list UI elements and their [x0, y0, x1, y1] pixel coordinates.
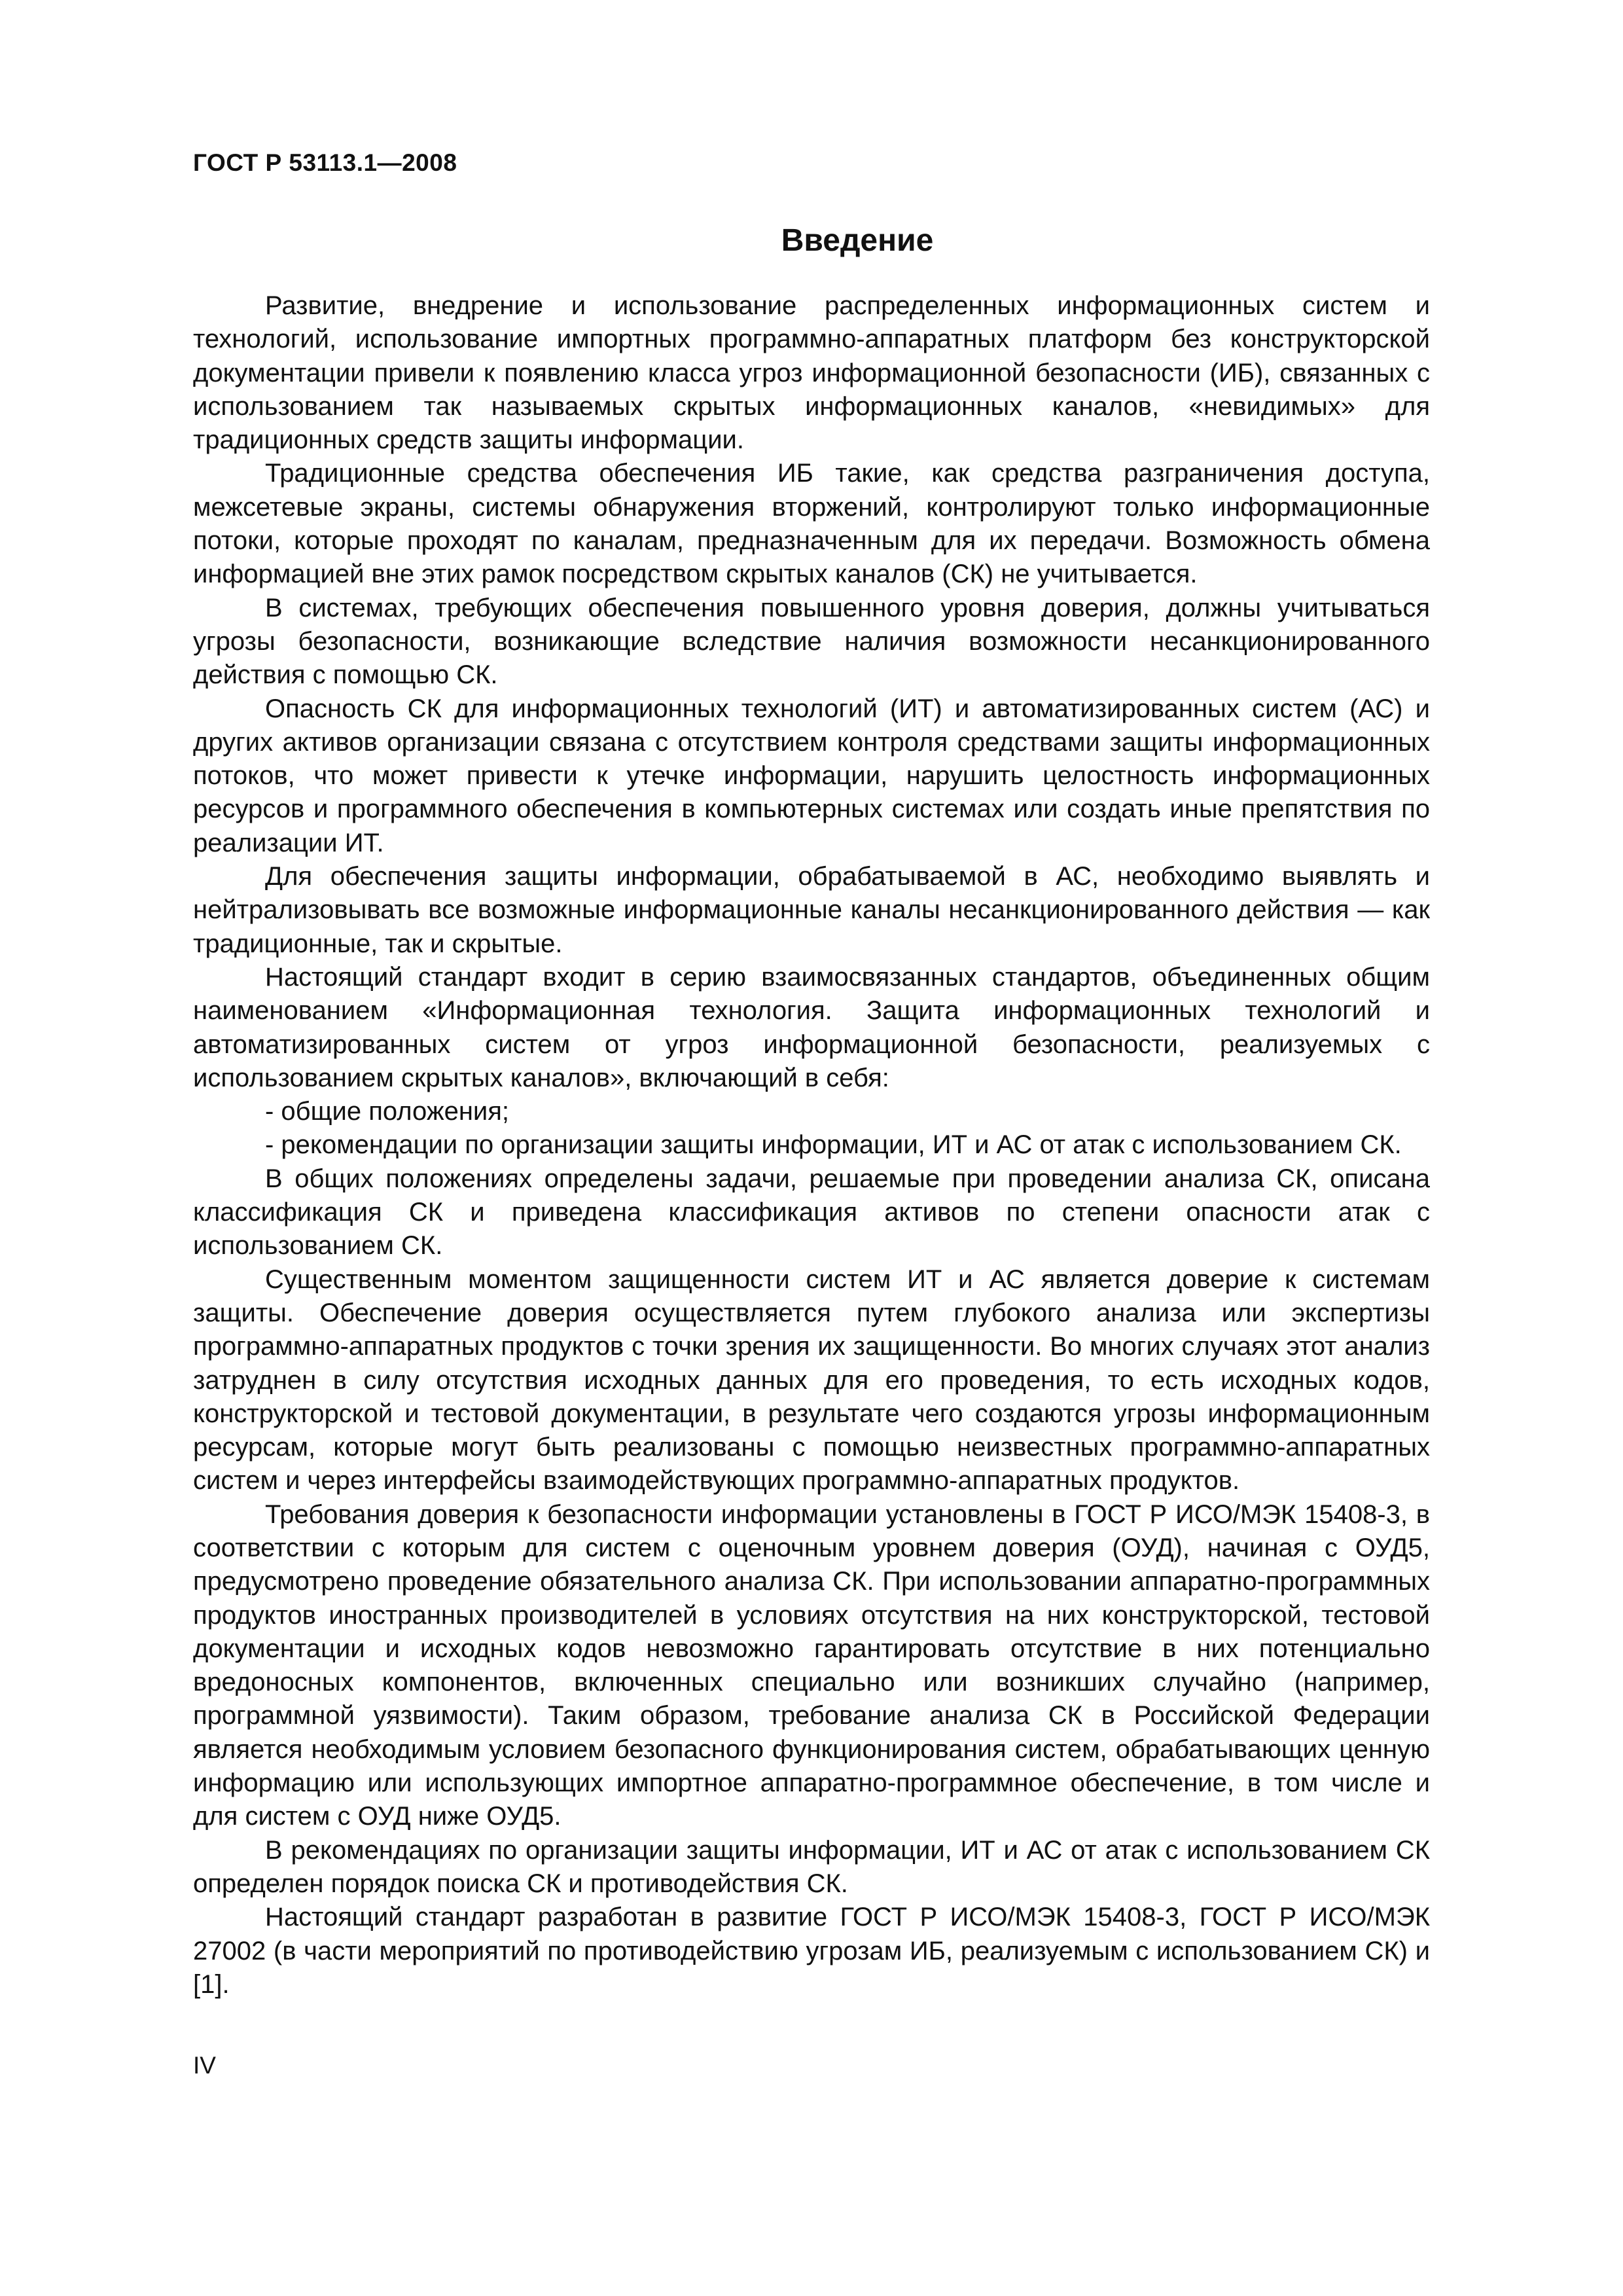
- paragraph: В общих положениях определены задачи, решаемые при проведении анализа СК, описана классификация СК и приведена классификация активов по степени опасности атак с использованием СК.: [193, 1164, 1430, 1261]
- paragraph: Настоящий стандарт разработан в развитие ГОСТ Р ИСО/МЭК 15408-3, ГОСТ Р ИСО/МЭК 27002 (в части мероприятий по противодействию угрозам ИБ, реализуемым с использованием СК) и [1].: [193, 1903, 1430, 1999]
- paragraph: Развитие, внедрение и использование распределенных информационных систем и технологий, использование импортных программно-аппаратных платформ без конструкторской документации привели к появлению класса угроз информационной безопасности (ИБ), связанных с использованием так называемых скрытых информационных каналов, «невидимых» для традиционных средств защиты информации.: [193, 291, 1430, 455]
- paragraph: Традиционные средства обеспечения ИБ такие, как средства разграничения доступа, межсетевые экраны, системы обнаружения вторжений, контролируют только информационные потоки, которые проходят по каналам, предназначенным для их передачи. Возможность обмена информацией вне этих рамок посредством скрытых каналов (СК) не учитывается.: [193, 459, 1430, 589]
- list-item: - рекомендации по организации защиты информации, ИТ и АС от атак с использованием СК.: [265, 1130, 1402, 1160]
- paragraph: Настоящий стандарт входит в серию взаимосвязанных стандартов, объединенных общим наименованием «Информационная технология. Защита информационных технологий и автоматизированных систем от угроз информационной безопасности, реализуемых с использованием скрытых каналов», включающий в себя:: [193, 962, 1430, 1092]
- paragraph: Требования доверия к безопасности информации установлены в ГОСТ Р ИСО/МЭК 15408-3, в соответствии с которым для систем с оценочным уровнем доверия (ОУД), начиная с ОУД5, предусмотрено проведение обязательного анализа СК. При использовании аппаратно-программных продуктов иностранных производителей в условиях отсутствия на них конструкторской, тестовой документации и исходных кодов невозможно гарантировать отсутствие в них потенциально вредоносных компонентов, включенных специально или возникших случайно (например, программной уязвимости). Таким образом, требование анализа СК в Российской Федерации является необходимым условием безопасного функционирования систем, обрабатывающих ценную информацию или использующих импортное аппаратно-программное обеспечение, в том числе и для систем с ОУД ниже ОУД5.: [193, 1499, 1430, 1831]
- paragraph: Для обеспечения защиты информации, обрабатываемой в АС, необходимо выявлять и нейтрализовывать все возможные информационные каналы несанкционированного действия — как традиционные, так и скрытые.: [193, 862, 1430, 958]
- section-title: Введение: [781, 223, 934, 258]
- paragraph: В рекомендациях по организации защиты информации, ИТ и АС от атак с использованием СК определен порядок поиска СК и противодействия СК.: [193, 1835, 1430, 1898]
- paragraph: Опасность СК для информационных технологий (ИТ) и автоматизированных систем (АС) и других активов организации связана с отсутствием контроля средствами защиты информационных потоков, что может привести к утечке информации, нарушить целостность информационных ресурсов и программного обеспечения в компьютерных системах или создать иные препятствия по реализации ИТ.: [193, 694, 1430, 857]
- paragraph: В системах, требующих обеспечения повышенного уровня доверия, должны учитываться угрозы безопасности, возникающие вследствие наличия возможности несанкционированного действия с помощью СК.: [193, 593, 1430, 690]
- list-item: - общие положения;: [265, 1097, 510, 1126]
- document-header: ГОСТ Р 53113.1—2008: [193, 149, 457, 176]
- body-text: [193, 289, 1430, 2001]
- paragraph: Существенным моментом защищенности систем ИТ и АС является доверие к системам защиты. Обеспечение доверия осуществляется путем глубокого анализа или экспертизы программно-аппаратных продуктов с точки зрения их защищенности. Во многих случаях этот анализ затруднен в силу отсутствия исходных данных для его проведения, то есть исходных кодов, конструкторской и тестовой документации, в результате чего создаются угрозы информационным ресурсам, которые могут быть реализованы с помощью неизвестных программно-аппаратных систем и через интерфейсы взаимодействующих программно-аппаратных продуктов.: [193, 1265, 1430, 1496]
- page-number: IV: [193, 2052, 216, 2079]
